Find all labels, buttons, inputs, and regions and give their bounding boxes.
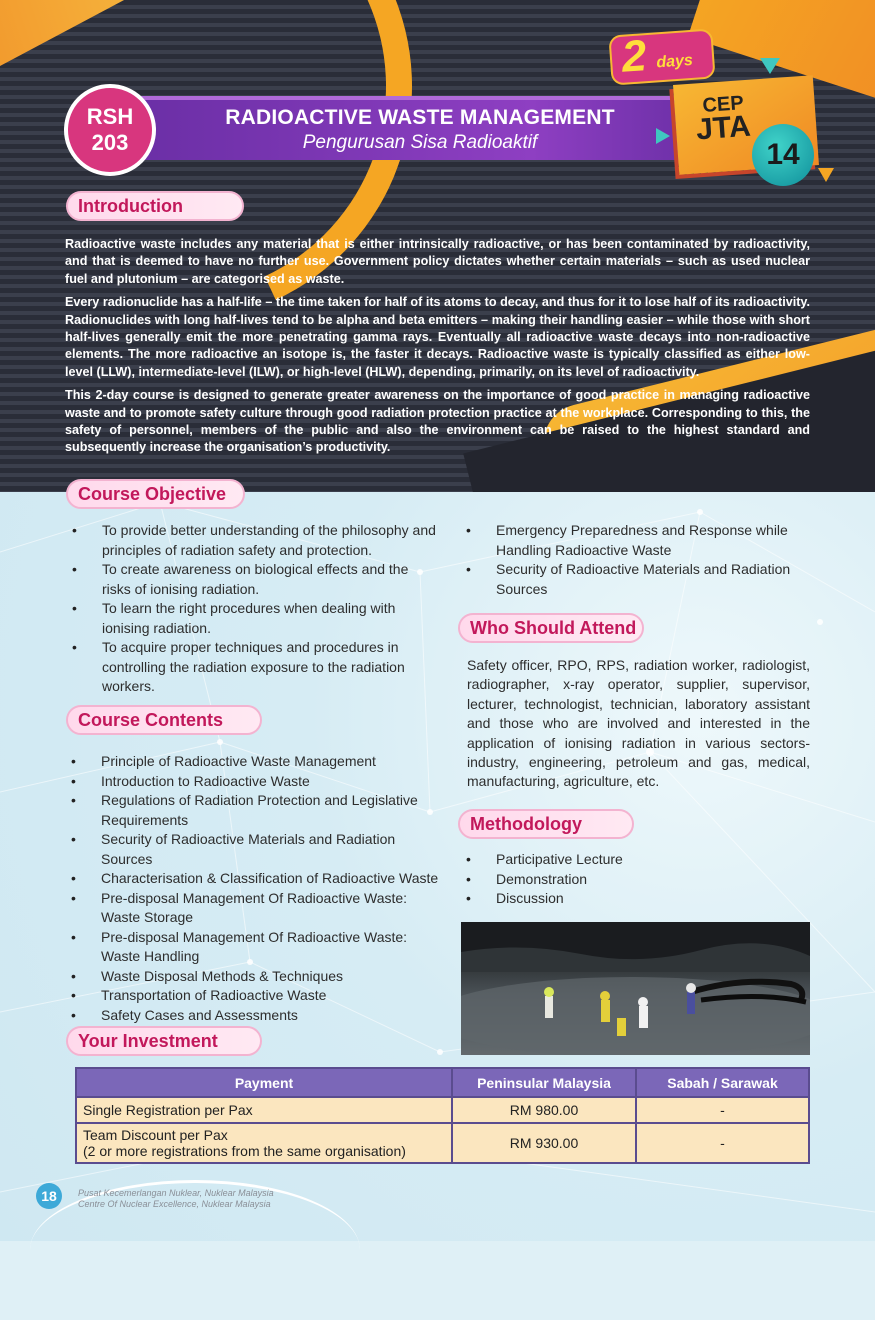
- jta-label: JTA: [695, 109, 752, 147]
- decor-triangle-icon: [760, 58, 780, 74]
- contents-list: [65, 752, 450, 1025]
- list-item: • To create awareness on biological effects and the risks of ionising radiation.: [66, 560, 436, 599]
- list-item: • Transportation of Radioactive Waste: [65, 986, 450, 1006]
- title-banner: [140, 96, 700, 160]
- list-item: • Principle of Radioactive Waste Management: [65, 752, 450, 772]
- list-item: • Security of Radioactive Materials and Radiation Sources: [460, 560, 815, 599]
- list-item: • Waste Disposal Methods & Techniques: [65, 967, 450, 987]
- section-heading-objective: Course Objective: [66, 479, 245, 509]
- list-item: • Participative Lecture: [460, 850, 800, 870]
- page-number: 18: [36, 1183, 62, 1209]
- list-item: • Discussion: [460, 889, 800, 909]
- list-item: • To acquire proper techniques and procedures in controlling the radiation exposure to the radiation workers.: [66, 638, 436, 697]
- page-title: RADIOACTIVE WASTE MANAGEMENT: [225, 106, 615, 129]
- table-header-row: [76, 1068, 809, 1097]
- duration-number: 2: [620, 31, 649, 82]
- payment-label: Single Registration per Pax: [83, 1102, 253, 1118]
- table-cell-sabah: -: [636, 1123, 809, 1163]
- table-cell-payment: [76, 1097, 452, 1123]
- list-item: • Pre-disposal Management Of Radioactive Waste: Waste Handling: [65, 928, 450, 967]
- table-cell-payment: [76, 1123, 452, 1163]
- footer-line-english: Centre Of Nuclear Excellence, Nuklear Malaysia: [78, 1199, 271, 1209]
- column-header: Sabah / Sarawak: [636, 1068, 809, 1097]
- list-item: • To provide better understanding of the philosophy and principles of radiation safety and protection.: [66, 521, 436, 560]
- table-cell-sabah: -: [636, 1097, 809, 1123]
- table-cell-peninsular: RM 930.00: [452, 1123, 636, 1163]
- section-heading-contents: Course Contents: [66, 705, 262, 735]
- cep-points: 14: [752, 124, 814, 186]
- workers-cleanup-photo: [461, 922, 810, 1055]
- list-item: • Introduction to Radioactive Waste: [65, 772, 450, 792]
- course-code-number: 203: [91, 130, 129, 155]
- intro-paragraph: This 2-day course is designed to generate greater awareness on the importance of good practice in managing radioactive waste and to promote safety culture through good radiation protection practice at the workplace. Corresponding to this, the safety of personnel, members of the public and also the environment can be raised to the highest standard and subsequently increase the organisation’s productivity.: [65, 388, 810, 455]
- payment-label: Team Discount per Pax: [83, 1127, 228, 1143]
- list-item: • Characterisation & Classification of Radioactive Waste: [65, 869, 450, 889]
- intro-paragraph: Every radionuclide has a half-life – the time taken for half of its atoms to decay, and thus for it to lose half of its radioactivity. Radionuclides with long half-lives tend to be alpha and beta emitters – making their handling easier – while those with short half-lives generally emit the more penetrating gamma rays. Eventually all radioactive waste decays into non-radioactive elements. The more radioactive an isotope is, the faster it decays. Radioactive waste is typically classified as either low-level (LLW), intermediate-level (ILW), or high-level (HLW), depending, primarily, on its level of radioactivity.: [65, 295, 810, 379]
- list-item: • Emergency Preparedness and Response while Handling Radioactive Waste: [460, 521, 815, 560]
- payment-note: (2 or more registrations from the same organisation): [83, 1143, 406, 1159]
- table-row: [76, 1123, 809, 1163]
- duration-unit: days: [655, 51, 694, 72]
- list-item: • Safety Cases and Assessments: [65, 1006, 450, 1026]
- course-code-prefix: RSH: [86, 104, 134, 129]
- section-heading-introduction: Introduction: [66, 191, 244, 221]
- list-item: • To learn the right procedures when dealing with ionising radiation.: [66, 599, 436, 638]
- section-heading-investment: Your Investment: [66, 1026, 262, 1056]
- table-row: [76, 1097, 809, 1123]
- decor-triangle-icon: [818, 168, 834, 182]
- decor-triangle-icon: [656, 128, 670, 144]
- footer-line-malay: Pusat Kecemerlangan Nuklear, Nuklear Malaysia: [78, 1188, 274, 1198]
- list-item: • Security of Radioactive Materials and Radiation Sources: [65, 830, 450, 869]
- objective-list: [66, 521, 436, 697]
- section-heading-attend: Who Should Attend: [458, 613, 644, 643]
- investment-table: [75, 1067, 810, 1164]
- attend-text: Safety officer, RPO, RPS, radiation worker, radiologist, radiographer, x-ray operator, supplier, supervisor, lecturer, technologist, technician, laboratory assistant and those who are involved and interested in the application of ionising radiation in various sectors-industry, engineering, petroleum and gas, medical, manufacturing, agriculture, etc.: [467, 657, 810, 790]
- introduction-text: [65, 236, 810, 463]
- section-heading-methodology: Methodology: [458, 809, 634, 839]
- duration-badge: [611, 31, 714, 84]
- column-header: Peninsular Malaysia: [452, 1068, 636, 1097]
- list-item: • Regulations of Radiation Protection and Legislative Requirements: [65, 791, 450, 830]
- list-item: • Pre-disposal Management Of Radioactive Waste: Waste Storage: [65, 889, 450, 928]
- cep-label: CEP: [701, 92, 745, 117]
- page-subtitle: Pengurusan Sisa Radioaktif: [302, 132, 538, 153]
- contents-list-continued: [460, 521, 815, 599]
- list-item: • Demonstration: [460, 870, 800, 890]
- methodology-list: [460, 850, 800, 909]
- footer-credit: [78, 1188, 274, 1210]
- table-cell-peninsular: RM 980.00: [452, 1097, 636, 1123]
- course-code-badge: [64, 84, 156, 176]
- photo-illustration: [461, 922, 810, 1055]
- column-header: Payment: [76, 1068, 452, 1097]
- intro-paragraph: Radioactive waste includes any material that is either intrinsically radioactive, or has been contaminated by radioactivity, and that is deemed to have no further use. Government policy dictates whether certain materials – such as used nuclear fuel and plutonium – are categorised as waste.: [65, 237, 810, 286]
